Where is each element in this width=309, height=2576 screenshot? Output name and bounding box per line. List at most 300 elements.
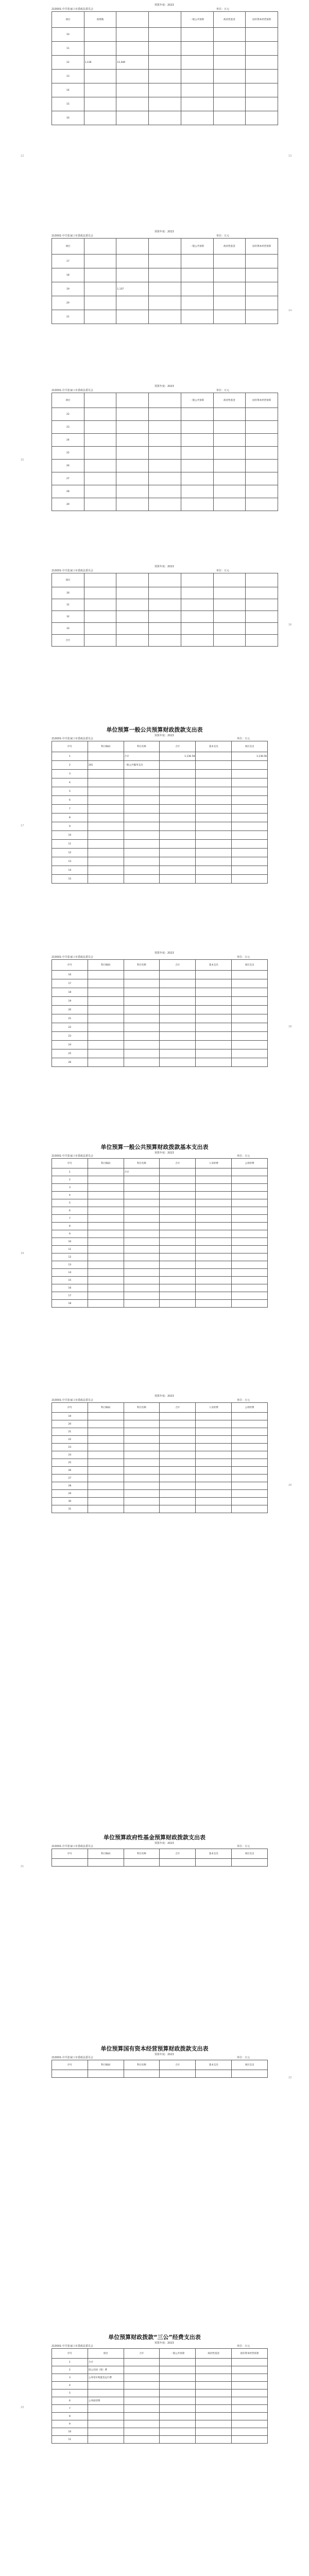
table-cell bbox=[88, 1467, 124, 1475]
table-cell: 10 bbox=[52, 28, 84, 42]
table-cell bbox=[124, 814, 160, 822]
table-header-row bbox=[52, 12, 278, 28]
table-cell bbox=[213, 599, 246, 611]
year-label: 预算年度：2023 bbox=[154, 230, 174, 233]
table-cell bbox=[232, 1467, 268, 1475]
table-cell bbox=[160, 1223, 196, 1230]
table-cell bbox=[160, 866, 196, 875]
table-cell: 22 bbox=[52, 408, 84, 421]
table-cell bbox=[124, 1490, 160, 1498]
column-header bbox=[213, 573, 246, 587]
table-cell bbox=[149, 97, 181, 111]
table-cell bbox=[246, 485, 278, 498]
table-cell bbox=[232, 1168, 268, 1176]
table-cell bbox=[116, 42, 149, 56]
year-label: 预算年度：2023 bbox=[154, 1842, 174, 1845]
page-section-4 bbox=[0, 562, 309, 696]
table-cell bbox=[196, 1420, 232, 1428]
table-cell bbox=[196, 971, 232, 979]
table-cell: 4 bbox=[52, 778, 88, 787]
table-cell bbox=[160, 1215, 196, 1223]
table-cell: 29 bbox=[52, 498, 84, 511]
table-row bbox=[52, 2428, 268, 2436]
table-header-row bbox=[52, 2349, 268, 2359]
general-public-expenditure-table bbox=[52, 741, 268, 884]
table-cell: 6 bbox=[52, 2397, 88, 2405]
basic-expenditure-table bbox=[52, 1158, 268, 1308]
table-cell bbox=[88, 787, 124, 796]
table-cell bbox=[181, 268, 213, 282]
table-cell bbox=[88, 805, 124, 814]
table-cell bbox=[196, 1014, 232, 1023]
table-cell bbox=[246, 587, 278, 599]
table-cell bbox=[84, 408, 116, 421]
table-cell: 公务接待费 bbox=[88, 2397, 124, 2405]
page-explanation bbox=[0, 2555, 309, 2576]
table-cell bbox=[88, 1014, 124, 1023]
table-cell bbox=[246, 310, 278, 324]
table-cell: 5 bbox=[52, 2389, 88, 2397]
column-header bbox=[116, 12, 149, 28]
table-cell bbox=[149, 42, 181, 56]
table-cell bbox=[181, 434, 213, 447]
table-cell bbox=[116, 421, 149, 434]
table-cell: 7 bbox=[52, 2405, 88, 2413]
table-cell bbox=[88, 2405, 124, 2413]
table-cell bbox=[196, 1176, 232, 1184]
table-cell: 1,136 bbox=[84, 56, 116, 70]
table-cell bbox=[232, 1199, 268, 1207]
table-cell bbox=[160, 971, 196, 979]
table-title: 单位预算政府性基金预算财政拨款支出表 bbox=[104, 1834, 205, 1841]
table-cell: 5 bbox=[52, 1199, 88, 1207]
table-cell bbox=[124, 1041, 160, 1049]
table-cell bbox=[160, 1176, 196, 1184]
table-cell bbox=[149, 408, 181, 421]
table-cell bbox=[196, 1041, 232, 1049]
table-cell bbox=[232, 1482, 268, 1490]
table-cell bbox=[246, 28, 278, 42]
table-cell bbox=[196, 1246, 232, 1253]
table-cell bbox=[196, 2366, 232, 2374]
table-row bbox=[52, 1032, 268, 1041]
table-cell bbox=[246, 83, 278, 97]
three-public-expenses-table bbox=[52, 2348, 268, 2444]
table-cell bbox=[160, 1049, 196, 1058]
page-section-2 bbox=[0, 227, 309, 381]
column-header: 政府性基金 bbox=[213, 12, 246, 28]
table-row bbox=[52, 1184, 268, 1192]
table-cell: 22 bbox=[52, 1436, 88, 1444]
table-cell bbox=[124, 1184, 160, 1192]
table-cell bbox=[116, 485, 149, 498]
table-cell: 16 bbox=[52, 971, 88, 979]
table-row bbox=[52, 1238, 268, 1246]
table-cell bbox=[88, 1230, 124, 1238]
table-cell bbox=[232, 1498, 268, 1505]
table-cell bbox=[160, 1284, 196, 1292]
table-cell bbox=[181, 421, 213, 434]
table-cell bbox=[88, 979, 124, 988]
table-cell: 12 bbox=[52, 56, 84, 70]
table-cell bbox=[196, 1199, 232, 1207]
table-cell bbox=[160, 849, 196, 857]
table-cell: 25 bbox=[52, 1459, 88, 1467]
table-cell bbox=[232, 2070, 268, 2078]
table-cell bbox=[116, 97, 149, 111]
column-header: 序号 bbox=[52, 2060, 88, 2070]
table-cell bbox=[213, 268, 246, 282]
table-cell bbox=[181, 255, 213, 268]
table-row bbox=[52, 255, 278, 268]
table-cell: 18 bbox=[52, 268, 84, 282]
table-cell bbox=[196, 1444, 232, 1451]
table-cell bbox=[149, 255, 181, 268]
table-cell bbox=[124, 988, 160, 997]
table-cell: 18 bbox=[52, 1300, 88, 1308]
table-cell bbox=[232, 1192, 268, 1199]
table-cell bbox=[181, 635, 213, 647]
table-cell bbox=[124, 1261, 160, 1269]
table-cell bbox=[84, 83, 116, 97]
table-cell bbox=[196, 1292, 232, 1300]
table-cell: 26 bbox=[52, 1467, 88, 1475]
column-header: 一般公共预算 bbox=[181, 12, 213, 28]
table-row bbox=[52, 1006, 268, 1014]
page-number: 23 bbox=[21, 2406, 24, 2409]
table-cell: 28 bbox=[52, 1482, 88, 1490]
table-cell bbox=[232, 875, 268, 884]
table-row bbox=[52, 1168, 268, 1176]
column-header bbox=[116, 393, 149, 408]
table-cell bbox=[181, 408, 213, 421]
year-label: 预算年度：2023 bbox=[154, 4, 174, 7]
table-cell: 合计 bbox=[124, 752, 160, 761]
table-caption: 210001-中共张家口市委政法委员会 bbox=[52, 8, 93, 11]
table-header-row bbox=[52, 1403, 268, 1413]
table-cell bbox=[213, 310, 246, 324]
table-cell bbox=[196, 2389, 232, 2397]
column-header: 一般公共预算 bbox=[181, 239, 213, 255]
table-cell bbox=[88, 752, 124, 761]
table-cell bbox=[160, 1246, 196, 1253]
table-cell bbox=[124, 822, 160, 831]
table-cell bbox=[196, 1490, 232, 1498]
table-row bbox=[52, 875, 268, 884]
table-row bbox=[52, 296, 278, 310]
table-cell bbox=[88, 1223, 124, 1230]
page-basic-expenditure-cont bbox=[0, 1391, 309, 1577]
table-cell: 12 bbox=[52, 849, 88, 857]
table-cell bbox=[116, 255, 149, 268]
table-cell bbox=[181, 485, 213, 498]
table-cell bbox=[160, 1300, 196, 1308]
table-cell bbox=[84, 599, 116, 611]
table-cell bbox=[213, 408, 246, 421]
table-cell bbox=[88, 831, 124, 840]
table-row bbox=[52, 1253, 268, 1261]
table-cell: 12 bbox=[52, 1253, 88, 1261]
table-cell bbox=[116, 623, 149, 635]
table-cell bbox=[196, 1482, 232, 1490]
column-header: 科目名称 bbox=[124, 2060, 160, 2070]
column-header: 人员经费 bbox=[196, 1403, 232, 1413]
table-cell: 30 bbox=[52, 1498, 88, 1505]
table-cell bbox=[160, 2382, 196, 2389]
column-header: 公用经费 bbox=[232, 1159, 268, 1168]
table-cell bbox=[232, 1505, 268, 1513]
table-cell bbox=[124, 979, 160, 988]
table-cell: 8 bbox=[52, 1223, 88, 1230]
table-cell bbox=[160, 1023, 196, 1032]
column-header bbox=[116, 573, 149, 587]
unit-label: 单位：万元 bbox=[216, 569, 230, 572]
table-cell bbox=[124, 1023, 160, 1032]
table-cell bbox=[84, 460, 116, 472]
table-cell bbox=[181, 97, 213, 111]
table-cell: 1 bbox=[52, 752, 88, 761]
table-cell bbox=[124, 840, 160, 849]
table-cell bbox=[88, 822, 124, 831]
table-row bbox=[52, 1300, 268, 1308]
table-caption: 210001-中共张家口市委政法委员会 bbox=[52, 1399, 93, 1402]
table-cell bbox=[160, 857, 196, 866]
column-header: 合计 bbox=[124, 2349, 160, 2359]
table-cell bbox=[213, 611, 246, 623]
table-cell bbox=[52, 1859, 88, 1867]
table-row bbox=[52, 1269, 268, 1277]
table-cell bbox=[116, 111, 149, 125]
column-header bbox=[149, 573, 181, 587]
table-cell: 11 bbox=[52, 42, 84, 56]
table-cell bbox=[88, 1049, 124, 1058]
table-cell bbox=[88, 866, 124, 875]
table-row bbox=[52, 778, 268, 787]
table-cell: 合计 bbox=[88, 2359, 124, 2366]
table-cell bbox=[124, 1436, 160, 1444]
table-cell bbox=[88, 1451, 124, 1459]
table-cell: 10 bbox=[52, 831, 88, 840]
table-cell bbox=[246, 599, 278, 611]
page-number: 21 bbox=[21, 1865, 24, 1868]
table-cell bbox=[116, 587, 149, 599]
table-row bbox=[52, 1199, 268, 1207]
table-cell bbox=[124, 2366, 160, 2374]
table-cell bbox=[196, 866, 232, 875]
table-cell bbox=[88, 2428, 124, 2436]
table-cell bbox=[232, 1238, 268, 1246]
table-cell bbox=[232, 1459, 268, 1467]
column-header: 国有资本经营预算 bbox=[246, 239, 278, 255]
table-cell bbox=[88, 1292, 124, 1300]
table-row bbox=[52, 447, 278, 460]
table-cell bbox=[160, 997, 196, 1006]
table-row bbox=[52, 56, 278, 70]
table-cell bbox=[160, 1413, 196, 1420]
table-cell bbox=[196, 2405, 232, 2413]
table-cell bbox=[88, 1420, 124, 1428]
table-caption: 210001-中共张家口市委政法委员会 bbox=[52, 1845, 93, 1848]
table-cell bbox=[88, 875, 124, 884]
table-cell: 11 bbox=[52, 2436, 88, 2444]
table-cell bbox=[149, 282, 181, 296]
table-cell: 26 bbox=[52, 460, 84, 472]
table-cell: 19 bbox=[52, 1413, 88, 1420]
table-row bbox=[52, 1505, 268, 1513]
table-row bbox=[52, 1498, 268, 1505]
table-cell bbox=[116, 498, 149, 511]
table-cell bbox=[160, 796, 196, 805]
table-cell: 7 bbox=[52, 1215, 88, 1223]
table-cell bbox=[124, 1199, 160, 1207]
page-number: 18 bbox=[288, 1025, 292, 1028]
page-soe-capital bbox=[0, 2040, 309, 2102]
table-cell bbox=[160, 1199, 196, 1207]
table-cell bbox=[88, 814, 124, 822]
table-cell bbox=[232, 1261, 268, 1269]
table-cell bbox=[116, 408, 149, 421]
table-cell: 27 bbox=[52, 1475, 88, 1482]
table-cell bbox=[196, 2359, 232, 2366]
table-cell bbox=[88, 1436, 124, 1444]
table-cell: 14 bbox=[52, 1269, 88, 1277]
table-cell bbox=[124, 1498, 160, 1505]
table-cell bbox=[246, 70, 278, 83]
table-row bbox=[52, 635, 278, 647]
table-cell bbox=[232, 831, 268, 840]
table-row bbox=[52, 83, 278, 97]
table-cell bbox=[196, 2397, 232, 2405]
column-header: 合计 bbox=[160, 741, 196, 752]
table-cell bbox=[196, 2436, 232, 2444]
table-row bbox=[52, 268, 278, 282]
table-cell bbox=[84, 310, 116, 324]
unit-label: 单位：万元 bbox=[237, 956, 250, 959]
table-row bbox=[52, 1292, 268, 1300]
table-cell bbox=[124, 1292, 160, 1300]
table-cell bbox=[160, 1292, 196, 1300]
table-cell: 1 bbox=[52, 1168, 88, 1176]
table-cell bbox=[88, 796, 124, 805]
table-cell bbox=[232, 1420, 268, 1428]
page-section-1 bbox=[0, 0, 309, 227]
column-header: 基本支出 bbox=[196, 2060, 232, 2070]
unit-label: 单位：万元 bbox=[237, 1399, 250, 1402]
table-cell bbox=[160, 1482, 196, 1490]
table-cell bbox=[160, 1277, 196, 1284]
column-header: 合计 bbox=[160, 960, 196, 971]
table-cell bbox=[196, 1505, 232, 1513]
table-cell bbox=[196, 1058, 232, 1067]
column-header: 合计 bbox=[160, 1403, 196, 1413]
table-cell bbox=[160, 1498, 196, 1505]
table-cell bbox=[232, 1058, 268, 1067]
table-cell bbox=[232, 2382, 268, 2389]
table-cell bbox=[232, 988, 268, 997]
table-header-row bbox=[52, 960, 268, 971]
table-cell: 4 bbox=[52, 2382, 88, 2389]
table-cell bbox=[84, 623, 116, 635]
table-cell: 1,136.58 bbox=[160, 752, 196, 761]
table-cell: 24 bbox=[52, 434, 84, 447]
table-cell bbox=[124, 1230, 160, 1238]
table-cell bbox=[88, 997, 124, 1006]
table-cell bbox=[213, 83, 246, 97]
table-cell bbox=[181, 42, 213, 56]
table-cell bbox=[124, 2070, 160, 2078]
table-header-row bbox=[52, 239, 278, 255]
table-cell bbox=[232, 857, 268, 866]
table-cell bbox=[196, 1300, 232, 1308]
table-cell: 5 bbox=[52, 787, 88, 796]
table-cell bbox=[88, 1482, 124, 1490]
table-cell: 33 bbox=[52, 623, 84, 635]
table-cell bbox=[232, 1014, 268, 1023]
page-three-public bbox=[0, 2329, 309, 2483]
table-cell: 20 bbox=[52, 1420, 88, 1428]
table-row bbox=[52, 1859, 268, 1867]
table-cell bbox=[213, 485, 246, 498]
table-cell bbox=[88, 1032, 124, 1041]
table-row bbox=[52, 1041, 268, 1049]
table-cell bbox=[196, 822, 232, 831]
table-cell bbox=[196, 2428, 232, 2436]
table-row bbox=[52, 282, 278, 296]
table-cell bbox=[196, 1859, 232, 1867]
table-cell bbox=[84, 498, 116, 511]
table-cell bbox=[181, 460, 213, 472]
table-row bbox=[52, 1413, 268, 1420]
year-label: 预算年度：2023 bbox=[154, 2342, 174, 2345]
table-cell bbox=[160, 822, 196, 831]
table-row bbox=[52, 1230, 268, 1238]
table-row bbox=[52, 997, 268, 1006]
table-cell bbox=[213, 635, 246, 647]
table-cell bbox=[160, 778, 196, 787]
table-cell bbox=[88, 2436, 124, 2444]
table-cell: 15 bbox=[52, 875, 88, 884]
table-cell bbox=[84, 587, 116, 599]
table-cell: 9 bbox=[52, 1230, 88, 1238]
table-cell bbox=[196, 988, 232, 997]
table-cell bbox=[124, 2420, 160, 2428]
column-header: 政府性基金 bbox=[213, 239, 246, 255]
table-cell bbox=[246, 97, 278, 111]
table-cell: 10 bbox=[52, 1238, 88, 1246]
table-cell bbox=[124, 1467, 160, 1475]
table-header-row bbox=[52, 1849, 268, 1859]
table-cell bbox=[88, 1505, 124, 1513]
table-cell bbox=[181, 296, 213, 310]
table-cell: 14 bbox=[52, 866, 88, 875]
table-cell bbox=[160, 2428, 196, 2436]
table-cell bbox=[232, 840, 268, 849]
table-cell: 14 bbox=[52, 83, 84, 97]
table-cell bbox=[124, 1505, 160, 1513]
table-cell bbox=[246, 296, 278, 310]
column-header: 基本支出 bbox=[196, 741, 232, 752]
table-cell bbox=[160, 1184, 196, 1192]
unit-label: 单位：万元 bbox=[237, 1845, 250, 1848]
unit-label: 单位：万元 bbox=[237, 1155, 250, 1158]
table-row bbox=[52, 1058, 268, 1067]
table-cell bbox=[124, 1049, 160, 1058]
table-cell bbox=[149, 310, 181, 324]
table-cell bbox=[88, 1058, 124, 1067]
unit-label: 单位：万元 bbox=[237, 737, 250, 740]
table-title: 单位预算国有资本经营预算财政拨款支出表 bbox=[100, 2045, 209, 2052]
table-cell: 201 bbox=[88, 761, 124, 770]
